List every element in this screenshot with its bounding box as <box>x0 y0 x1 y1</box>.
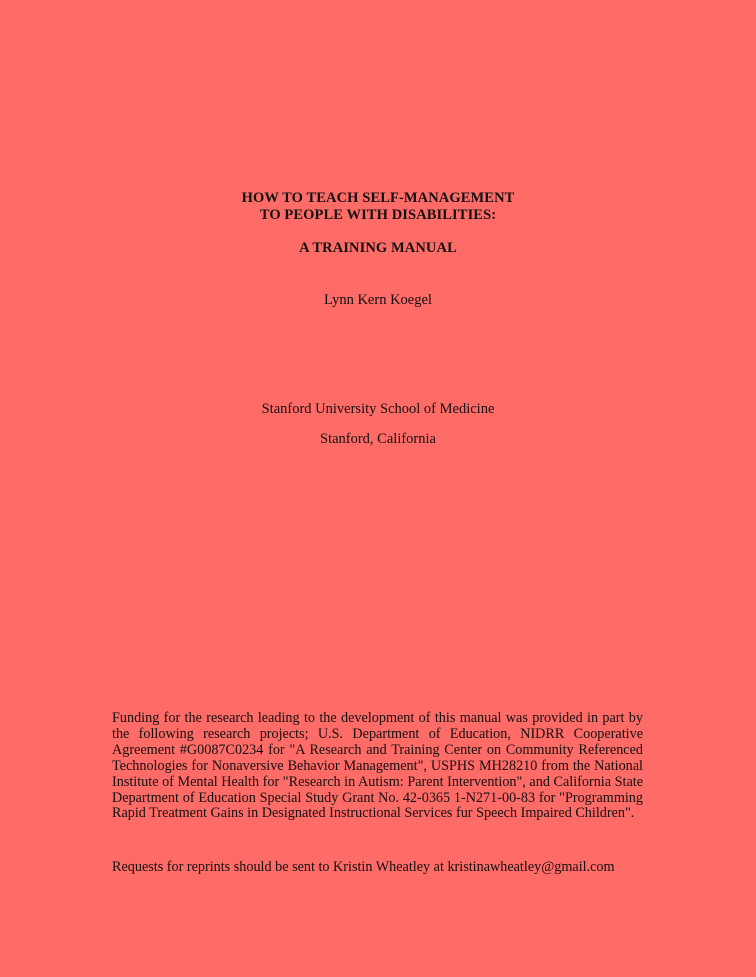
title-line-2: TO PEOPLE WITH DISABILITIES: <box>259 207 497 223</box>
subtitle: A TRAINING MANUAL <box>299 240 457 256</box>
location: Stanford, California <box>320 431 436 447</box>
institution: Stanford University School of Medicine <box>261 401 495 417</box>
funding-paragraph: Funding for the research leading to the development of this manual was provided in part by the following research projects; U.S. Department of Education, NIDRR Cooperative Agreement #G0087C0234 for "A Research and Training Center on Community Referenced Technologies for Nonaversive Behavior Management", USPHS MH28210 from the National Institute of Mental Health for "Research in Autism: Parent Intervention", and California State Department of Education Special Study Grant No. 42-0365 1-N271-00-83 for "Programming Rapid Treatment Gains in Designated Instructional Services fur Speech Impaired Children". <box>112 710 643 822</box>
author-name: Lynn Kern Koegel <box>324 292 432 308</box>
reprint-requests: Requests for reprints should be sent to Kristin Wheatley at kristinawheatley@gmail.com <box>112 859 615 875</box>
title-line-1: HOW TO TEACH SELF-MANAGEMENT <box>241 190 515 206</box>
